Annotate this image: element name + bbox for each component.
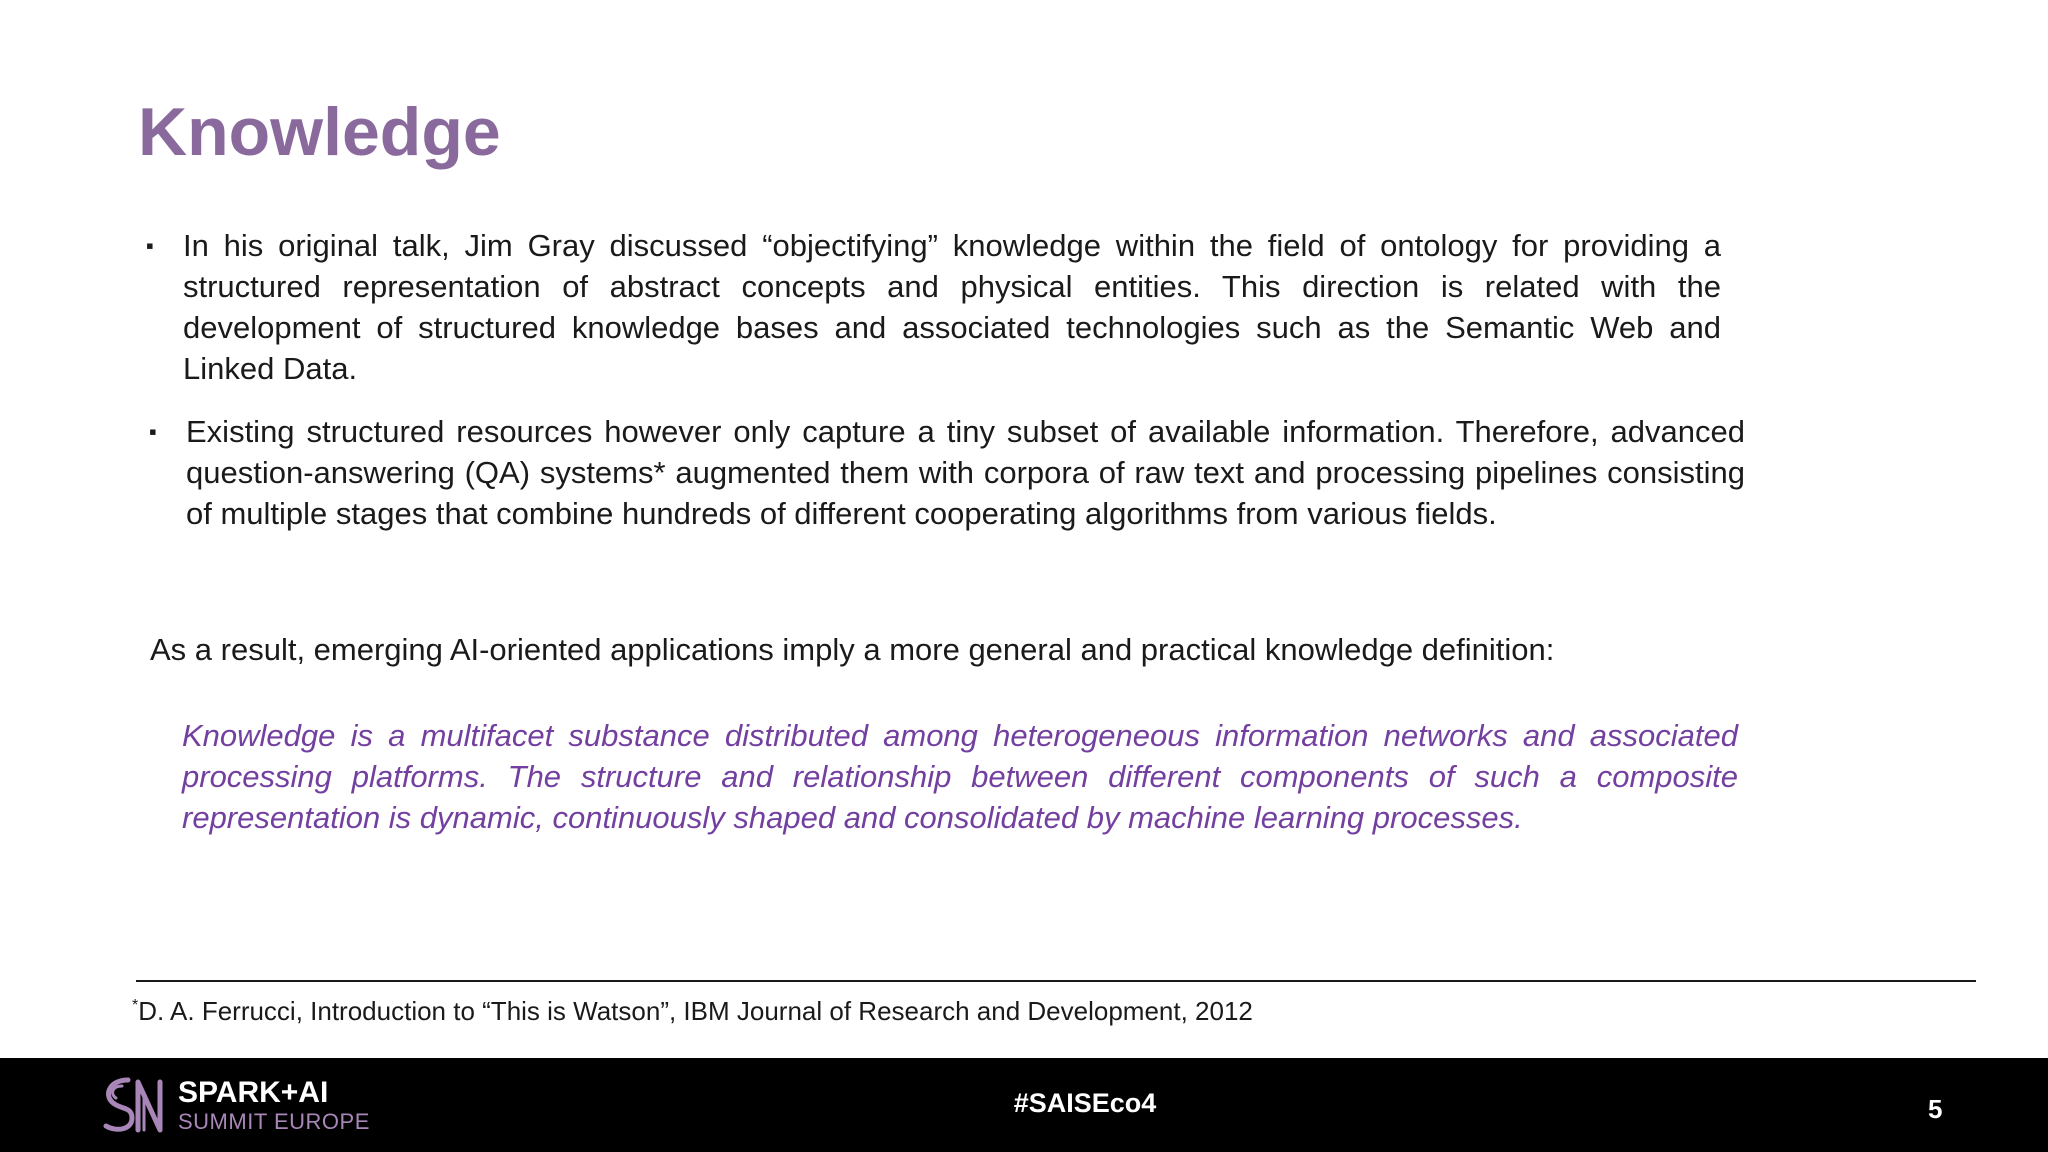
slide-title: Knowledge xyxy=(138,94,501,170)
knowledge-definition: Knowledge is a multifacet substance distributed among heterogeneous information networks and associated processing platforms. The structure and relationship between different components of such a composite representation is dynamic, continuously shaped and consolidated by machine learning processes. xyxy=(182,718,1738,835)
footnote-text: D. A. Ferrucci, Introduction to “This is Watson”, IBM Journal of Research and Development, 2012 xyxy=(138,996,1253,1026)
logo-text-summit-europe: SUMMIT EUROPE xyxy=(178,1109,370,1134)
footnote-marker: * xyxy=(132,997,139,1014)
bullet-marker: ▪ xyxy=(146,233,154,258)
bullet-marker: ▪ xyxy=(149,419,157,444)
page-number: 5 xyxy=(1928,1094,1943,1124)
logo-text-spark-ai: SPARK+AI xyxy=(178,1076,329,1109)
bullet-item-1: In his original talk, Jim Gray discussed “objectifying” knowledge within the field of ontology for providing a structured representation of abstract concepts and physical entities. This direction is related with the development of structured knowledge bases and associated technologies such as the Semantic Web and Linked Data. xyxy=(183,228,1721,386)
bullet-item-2: Existing structured resources however only capture a tiny subset of available information. Therefore, advanced question-answering (QA) systems* augmented them with corpora of raw text and processing pipelines consisting of multiple stages that combine hundreds of different cooperating algorithms from various fields. xyxy=(186,414,1745,531)
footnote-divider xyxy=(136,980,1976,982)
footnote xyxy=(132,994,1253,1028)
result-statement: As a result, emerging AI-oriented applications imply a more general and practical knowledge definition: xyxy=(150,632,1555,667)
footer-bar xyxy=(0,1058,2048,1152)
event-hashtag: #SAISEco4 xyxy=(1013,1088,1157,1118)
